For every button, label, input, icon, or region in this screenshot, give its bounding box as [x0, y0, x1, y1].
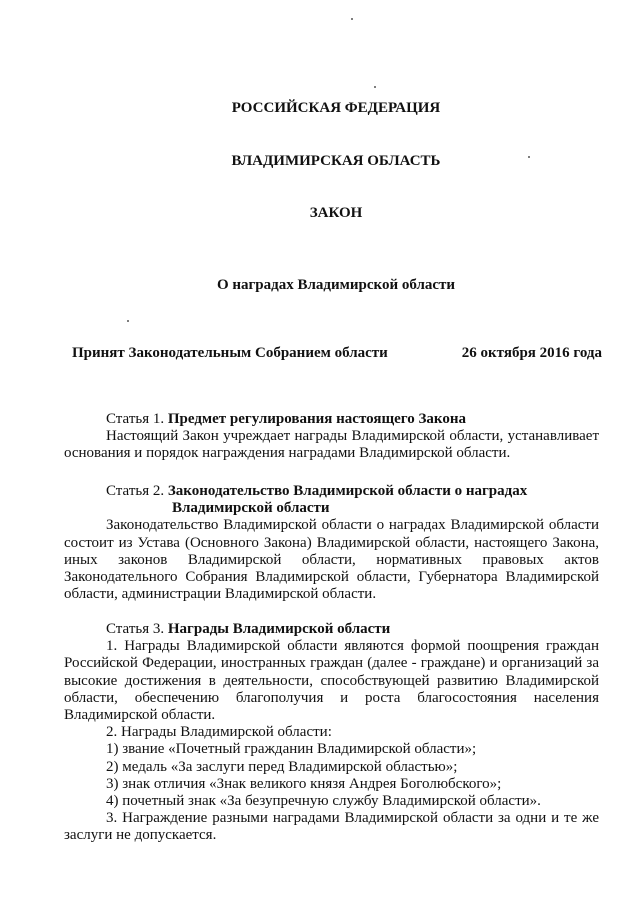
list-item: 2) медаль «За заслуги перед Владимирской областью»; [106, 758, 458, 775]
article-paragraph: 1. Награды Владимирской области являются формой поощрения граждан Российской Федерации, иностранных граждан (далее - граждане) и организаций за высокие достижения в деятельности, способствующей развитию Владимирской области, обеспечению благополучия и роста благосостояния населения Владимирской области. [64, 638, 599, 724]
article-heading [64, 483, 599, 517]
article-number: Статья 2. [106, 483, 165, 499]
adoption-text: Принят Законодательным Собранием области [72, 345, 388, 361]
article-title: Законодательство Владимирской области о наградах [167, 483, 528, 499]
article-heading [64, 411, 599, 428]
law-title: О наградах Владимирской области [216, 277, 456, 293]
adoption-line [72, 344, 602, 362]
region-heading: ВЛАДИМИРСКАЯ ОБЛАСТЬ [231, 153, 441, 169]
scan-speck [374, 86, 376, 88]
list-item: 4) почетный знак «За безупречную службу Владимирской области». [106, 793, 541, 810]
scan-speck [127, 320, 129, 322]
doc-type-heading: ЗАКОН [309, 205, 363, 221]
article-3 [64, 621, 599, 845]
article-paragraph: 3. Награждение разными наградами Владимирской области за одни и те же заслуги не допускается. [64, 810, 599, 844]
country-heading: РОССИЙСКАЯ ФЕДЕРАЦИЯ [231, 100, 441, 116]
article-paragraph: Настоящий Закон учреждает награды Владимирской области, устанавливает основания и порядок награждения наградами Владимирской области. [64, 428, 599, 462]
article-paragraph: 2. Награды Владимирской области: [106, 724, 332, 741]
article-number: Статья 3. [106, 621, 165, 637]
article-paragraph: Законодательство Владимирской области о наградах Владимирской области состоит из Устава (Основного Закона) Владимирской области, настоящего Закона, иных законов Владимирской области, нормативных правовых актов Законодательного Собрания Владимирской области, Губернатора Владимирской области, администрации Владимирской области. [64, 517, 599, 603]
article-title: Предмет регулирования настоящего Закона [167, 411, 466, 427]
article-2 [64, 483, 599, 603]
scan-speck [351, 18, 353, 20]
article-number: Статья 1. [106, 411, 165, 427]
article-heading [64, 621, 599, 638]
article-1 [64, 411, 599, 463]
article-title-continuation: Владимирской области [172, 500, 330, 517]
list-item: 3) знак отличия «Знак великого князя Андрея Боголюбского»; [106, 775, 502, 792]
article-title: Награды Владимирской области [167, 621, 391, 637]
list-item: 1) звание «Почетный гражданин Владимирской области»; [106, 741, 477, 758]
adoption-date: 26 октября 2016 года [461, 345, 602, 361]
